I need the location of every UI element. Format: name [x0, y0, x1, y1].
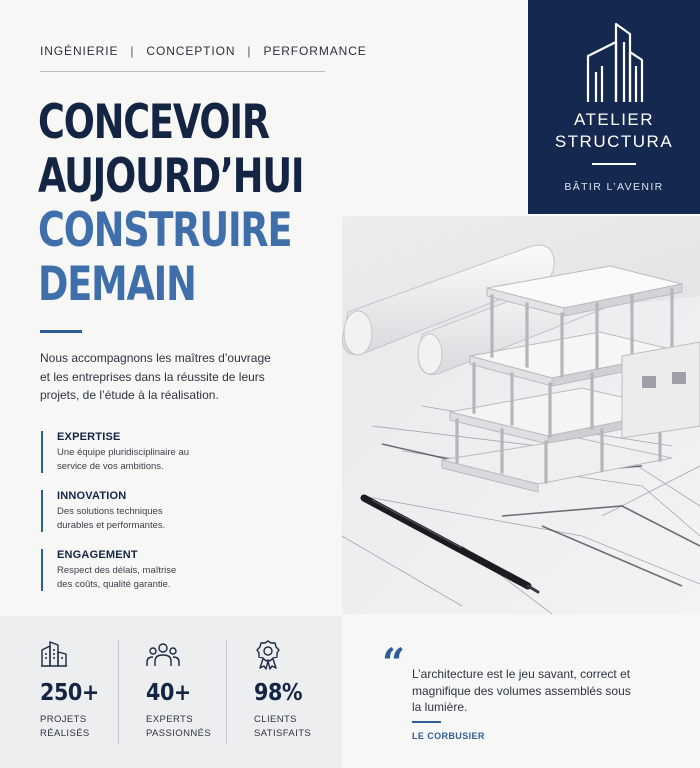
top-nav [40, 44, 367, 58]
feature-description: Une équipe pluridisciplinaire au service de vos ambitions. [57, 447, 190, 472]
feature-title: ENGAGEMENT [57, 549, 138, 561]
stat-label-line2: SATISFAITS [254, 728, 312, 739]
building-logo-icon [572, 20, 656, 104]
hero-title [38, 96, 303, 312]
feature-title: INNOVATION [57, 490, 127, 502]
feature-title: EXPERTISE [57, 431, 121, 443]
quote-mark-icon: “ [382, 640, 406, 687]
brand-divider [592, 163, 636, 165]
nav-separator: | [247, 44, 252, 58]
hero-line-demain: DEMAIN [38, 257, 196, 312]
intro-paragraph: Nous accompagnons les maîtres d’ouvrage et les entreprises dans la réussite de leurs projets, de l’étude à la réalisation. [40, 351, 271, 402]
feature-engagement [41, 549, 241, 591]
building-icon [40, 640, 68, 668]
feature-innovation [41, 490, 241, 532]
team-icon [146, 640, 180, 668]
stat-label [146, 713, 226, 741]
stat-divider [226, 640, 227, 744]
feature-description: Des solutions techniques durables et performantes. [57, 506, 166, 531]
stat-label-line2: PASSIONNÉS [146, 728, 212, 739]
stat-divider [118, 640, 119, 744]
stat-value: 98% [254, 680, 303, 706]
stat-label-line1: EXPERTS [146, 714, 193, 725]
nav-item-conception: CONCEPTION [146, 44, 236, 58]
nav-item-ingenierie: INGÉNIERIE [40, 44, 119, 58]
quote-divider [412, 721, 441, 723]
stat-value: 250+ [40, 680, 99, 706]
stat-label-line1: PROJETS [40, 714, 87, 725]
stat-label [40, 713, 120, 741]
nav-item-performance: PERFORMANCE [263, 44, 367, 58]
brand-name-line2: STRUCTURA [554, 132, 674, 151]
quote-author: LE CORBUSIER [412, 731, 485, 741]
stat-value: 40+ [146, 680, 191, 706]
hero-line-aujourdhui: AUJOURD’HUI [38, 149, 304, 204]
brand-tagline: BÂTIR L’AVENIR [564, 181, 664, 193]
nav-separator: | [130, 44, 135, 58]
quote-text: L’architecture est le jeu savant, correct et magnifique des volumes assemblés sous la lumière. [412, 667, 631, 714]
brand-name-line1: ATELIER [573, 110, 655, 129]
stat-label [254, 713, 334, 741]
feature-expertise [41, 431, 241, 473]
hero-line-construire: CONSTRUIRE [38, 203, 292, 258]
stat-label-line1: CLIENTS [254, 714, 297, 725]
title-accent-rule [40, 330, 82, 333]
brand-block [528, 0, 700, 214]
award-icon [254, 640, 282, 670]
quote-block [342, 616, 700, 768]
stat-label-line2: RÉALISÉS [40, 728, 90, 739]
architecture-model-photo [342, 216, 700, 614]
feature-description: Respect des délais, maîtrise des coûts, qualité garantie. [57, 565, 177, 590]
nav-divider [40, 71, 325, 72]
hero-line-concevoir: CONCEVOIR [38, 95, 269, 150]
stats-panel [0, 616, 342, 768]
